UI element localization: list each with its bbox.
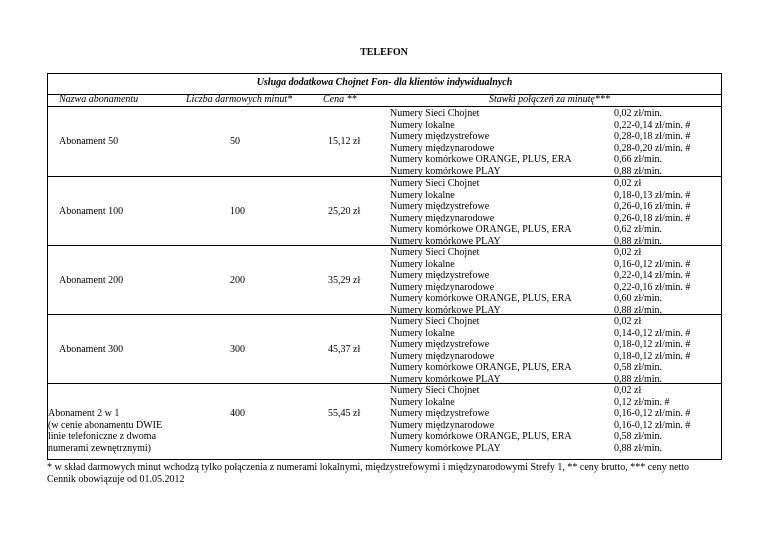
destination-item: Numery lokalne bbox=[390, 396, 455, 408]
destination-item: Numery komórkowe PLAY bbox=[390, 373, 501, 385]
destination-list bbox=[390, 108, 572, 177]
destination-item: Numery międzystrefowe bbox=[390, 201, 490, 212]
title-divider bbox=[48, 94, 721, 95]
rate-item: 0,88 zł/min. bbox=[614, 235, 663, 247]
destination-item: Numery Sieci Chojnet bbox=[390, 247, 480, 258]
validity-text: Cennik obowiązuje od 01.05.2012 bbox=[47, 474, 185, 485]
free-minutes: 300 bbox=[230, 343, 245, 355]
free-minutes: 100 bbox=[230, 205, 245, 217]
rate-list bbox=[614, 178, 690, 247]
free-minutes: 400 bbox=[230, 408, 245, 419]
destination-item: Numery komórkowe PLAY bbox=[390, 165, 501, 177]
plan-name bbox=[59, 275, 123, 287]
rate-item: 0,22-0,16 zł/min. # bbox=[614, 281, 691, 293]
rate-item: 0,58 zł/min. bbox=[614, 362, 663, 373]
destination-item: Numery międzynarodowe bbox=[390, 350, 495, 362]
rate-item: 0,16-0,12 zł/min. # bbox=[614, 258, 691, 270]
header-divider bbox=[47, 106, 722, 107]
table-title: Usługa dodatkowa Chojnet Fon- dla klientów indywidualnych bbox=[256, 77, 513, 88]
price: 25,20 zł bbox=[328, 205, 361, 217]
price: 35,29 zł bbox=[328, 274, 361, 286]
destination-item: Numery komórkowe PLAY bbox=[390, 304, 501, 316]
rate-item: 0,88 zł/min. bbox=[614, 304, 663, 316]
destination-list bbox=[390, 385, 572, 454]
destination-item: Numery międzynarodowe bbox=[390, 212, 495, 224]
destination-item: Numery komórkowe PLAY bbox=[390, 235, 501, 247]
plan-name-line: linie telefoniczne z dwoma bbox=[48, 431, 157, 442]
destination-item: Numery międzystrefowe bbox=[390, 131, 490, 142]
rate-item: 0,02 zł bbox=[614, 385, 642, 396]
rate-item: 0,28-0,18 zł/min. # bbox=[614, 131, 691, 142]
rate-item: 0,28-0,20 zł/min. # bbox=[614, 142, 691, 154]
row-divider bbox=[47, 383, 722, 384]
header-price: Cena ** bbox=[323, 94, 357, 105]
rate-item: 0,02 zł bbox=[614, 316, 642, 327]
rate-item: 0,26-0,18 zł/min. # bbox=[614, 212, 691, 224]
plan-name bbox=[48, 408, 162, 454]
rate-item: 0,58 zł/min. bbox=[614, 431, 663, 442]
rate-item: 0,16-0,12 zł/min. # bbox=[614, 408, 691, 419]
plan-name bbox=[59, 344, 123, 356]
destination-item: Numery komórkowe ORANGE, PLUS, ERA bbox=[390, 224, 572, 235]
destination-item: Numery lokalne bbox=[390, 119, 455, 131]
destination-item: Numery międzynarodowe bbox=[390, 419, 495, 431]
rate-item: 0,26-0,16 zł/min. # bbox=[614, 201, 691, 212]
header-plan: Nazwa abonamentu bbox=[59, 94, 139, 105]
rate-item: 0,18-0,13 zł/min. # bbox=[614, 189, 691, 201]
destination-list bbox=[390, 178, 572, 247]
plan-name-line: numerami zewnętrznymi) bbox=[48, 442, 152, 454]
free-minutes: 200 bbox=[230, 274, 245, 286]
destination-item: Numery komórkowe ORANGE, PLUS, ERA bbox=[390, 362, 572, 373]
plan-name-line: (w cenie abonamentu DWIE bbox=[48, 419, 163, 431]
rate-item: 0,02 zł/min. bbox=[614, 108, 663, 119]
destination-item: Numery międzynarodowe bbox=[390, 281, 495, 293]
rate-list bbox=[614, 316, 690, 385]
rate-item: 0,14-0,12 zł/min. # bbox=[614, 327, 691, 339]
plan-name-line: Abonament 50 bbox=[59, 135, 119, 147]
rate-item: 0,88 zł/min. bbox=[614, 165, 663, 177]
rate-item: 0,62 zł/min. bbox=[614, 224, 663, 235]
destination-item: Numery Sieci Chojnet bbox=[390, 385, 480, 396]
plan-name bbox=[59, 136, 118, 148]
rate-item: 0,18-0,12 zł/min. # bbox=[614, 350, 691, 362]
rate-item: 0,22-0,14 zł/min. # bbox=[614, 119, 691, 131]
plan-name-line: Abonament 300 bbox=[59, 343, 124, 355]
rate-item: 0,22-0,14 zł/min. # bbox=[614, 270, 691, 281]
plan-name-line: Abonament 2 w 1 bbox=[48, 408, 120, 419]
destination-item: Numery komórkowe PLAY bbox=[390, 442, 501, 454]
plan-name-line: Abonament 200 bbox=[59, 274, 124, 286]
price: 15,12 zł bbox=[328, 135, 361, 147]
rate-item: 0,02 zł bbox=[614, 178, 642, 189]
destination-item: Numery lokalne bbox=[390, 258, 455, 270]
destination-list bbox=[390, 316, 572, 385]
page-title: TELEFON bbox=[360, 47, 408, 58]
plan-name-line: Abonament 100 bbox=[59, 205, 124, 217]
footnote-text: * w skład darmowych minut wchodzą tylko połączenia z numerami lokalnymi, międzystrefowymi i międzynarodowymi Strefy 1, ** ceny brutto, *** ceny netto bbox=[47, 462, 690, 473]
rate-item: 0,16-0,12 zł/min. # bbox=[614, 419, 691, 431]
rate-item: 0,88 zł/min. bbox=[614, 373, 663, 385]
destination-item: Numery międzystrefowe bbox=[390, 270, 490, 281]
rate-item: 0,12 zł/min. # bbox=[614, 396, 670, 408]
destination-item: Numery międzystrefowe bbox=[390, 408, 490, 419]
destination-item: Numery komórkowe ORANGE, PLUS, ERA bbox=[390, 431, 572, 442]
destination-item: Numery międzynarodowe bbox=[390, 142, 495, 154]
destination-item: Numery międzystrefowe bbox=[390, 339, 490, 350]
destination-item: Numery Sieci Chojnet bbox=[390, 178, 480, 189]
destination-item: Numery komórkowe ORANGE, PLUS, ERA bbox=[390, 293, 572, 304]
destination-item: Numery lokalne bbox=[390, 327, 455, 339]
destination-item: Numery komórkowe ORANGE, PLUS, ERA bbox=[390, 154, 572, 165]
rate-item: 0,02 zł bbox=[614, 247, 642, 258]
rate-list bbox=[614, 385, 690, 454]
price: 45,37 zł bbox=[328, 343, 361, 355]
rate-item: 0,18-0,12 zł/min. # bbox=[614, 339, 691, 350]
header-rates: Stawki połączeń za minutę*** bbox=[489, 94, 610, 105]
price: 55,45 zł bbox=[328, 408, 361, 419]
plan-name bbox=[59, 206, 123, 218]
row-divider bbox=[47, 314, 722, 315]
destination-item: Numery lokalne bbox=[390, 189, 455, 201]
rate-list bbox=[614, 108, 690, 177]
destination-item: Numery Sieci Chojnet bbox=[390, 316, 480, 327]
destination-item: Numery Sieci Chojnet bbox=[390, 108, 480, 119]
footnote bbox=[47, 462, 689, 486]
destination-list bbox=[390, 247, 572, 316]
rate-item: 0,66 zł/min. bbox=[614, 154, 663, 165]
rate-item: 0,60 zł/min. bbox=[614, 293, 663, 304]
row-divider bbox=[47, 176, 722, 177]
free-minutes: 50 bbox=[230, 135, 240, 147]
rate-item: 0,88 zł/min. bbox=[614, 442, 663, 454]
header-minutes: Liczba darmowych minut* bbox=[186, 94, 293, 105]
row-divider bbox=[47, 245, 722, 246]
rate-list bbox=[614, 247, 690, 316]
